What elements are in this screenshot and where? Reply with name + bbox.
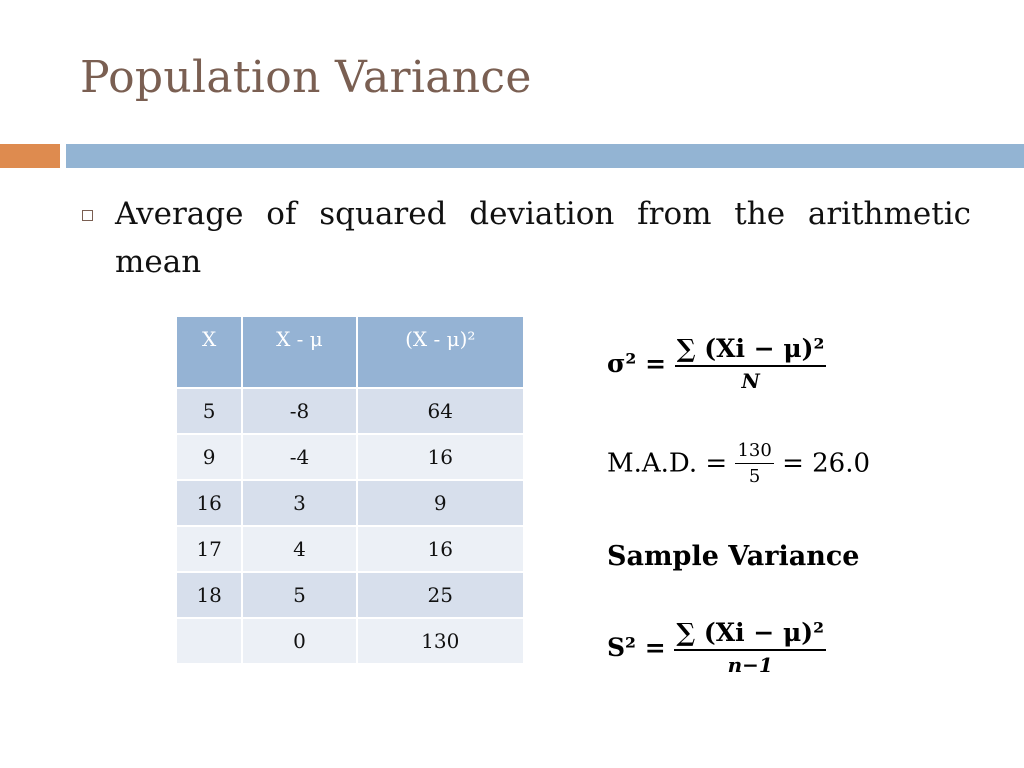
sigma-denominator: N — [741, 369, 760, 393]
bullet-square-icon — [82, 210, 93, 221]
header-deviation: X - μ — [242, 316, 356, 388]
table-cell: 25 — [357, 572, 524, 618]
table-cell: 9 — [176, 434, 242, 480]
mad-denominator: 5 — [748, 466, 761, 487]
slide-title: Population Variance — [80, 52, 532, 103]
table-cell: 130 — [357, 618, 524, 664]
table-header-row — [176, 316, 524, 388]
table-row — [176, 480, 524, 526]
population-variance-formula — [607, 334, 826, 393]
deviation-table — [175, 315, 525, 665]
mad-numerator: 130 — [735, 440, 773, 464]
bullet-text: Average of squared deviation from the arithmetic mean — [115, 196, 971, 280]
table-cell — [176, 618, 242, 664]
table-cell: 16 — [357, 526, 524, 572]
table-row — [176, 526, 524, 572]
mad-fraction — [735, 440, 773, 487]
table-cell: 17 — [176, 526, 242, 572]
sample-variance-heading: Sample Variance — [607, 541, 860, 572]
accent-bar-blue — [66, 144, 1024, 168]
header-x: X — [176, 316, 242, 388]
sigma-squared-label: σ² = — [607, 349, 667, 378]
table-row — [176, 388, 524, 434]
table-cell: 64 — [357, 388, 524, 434]
table-cell: 5 — [176, 388, 242, 434]
table-cell: 9 — [357, 480, 524, 526]
sample-variance-formula — [607, 618, 826, 677]
table-cell: -8 — [242, 388, 356, 434]
table-cell: 18 — [176, 572, 242, 618]
table-cell: 5 — [242, 572, 356, 618]
sigma-fraction — [675, 334, 827, 393]
mad-label: M.A.D. = — [607, 448, 728, 479]
table-cell: 16 — [176, 480, 242, 526]
accent-bar-orange — [0, 144, 60, 168]
table-cell: 0 — [242, 618, 356, 664]
s2-numerator: ∑ (Xi − μ)² — [674, 618, 826, 651]
table-row — [176, 434, 524, 480]
table-row — [176, 572, 524, 618]
s2-fraction — [674, 618, 826, 677]
s-squared-label: S² = — [607, 633, 666, 662]
table-cell: -4 — [242, 434, 356, 480]
mad-result: = 26.0 — [782, 448, 871, 479]
header-squared-deviation: (X - μ)² — [357, 316, 524, 388]
mad-formula — [607, 440, 870, 487]
s2-denominator: n−1 — [727, 653, 773, 677]
table-cell: 4 — [242, 526, 356, 572]
table-cell: 3 — [242, 480, 356, 526]
sigma-numerator: ∑ (Xi − μ)² — [675, 334, 827, 367]
table-cell: 16 — [357, 434, 524, 480]
table-row-total — [176, 618, 524, 664]
